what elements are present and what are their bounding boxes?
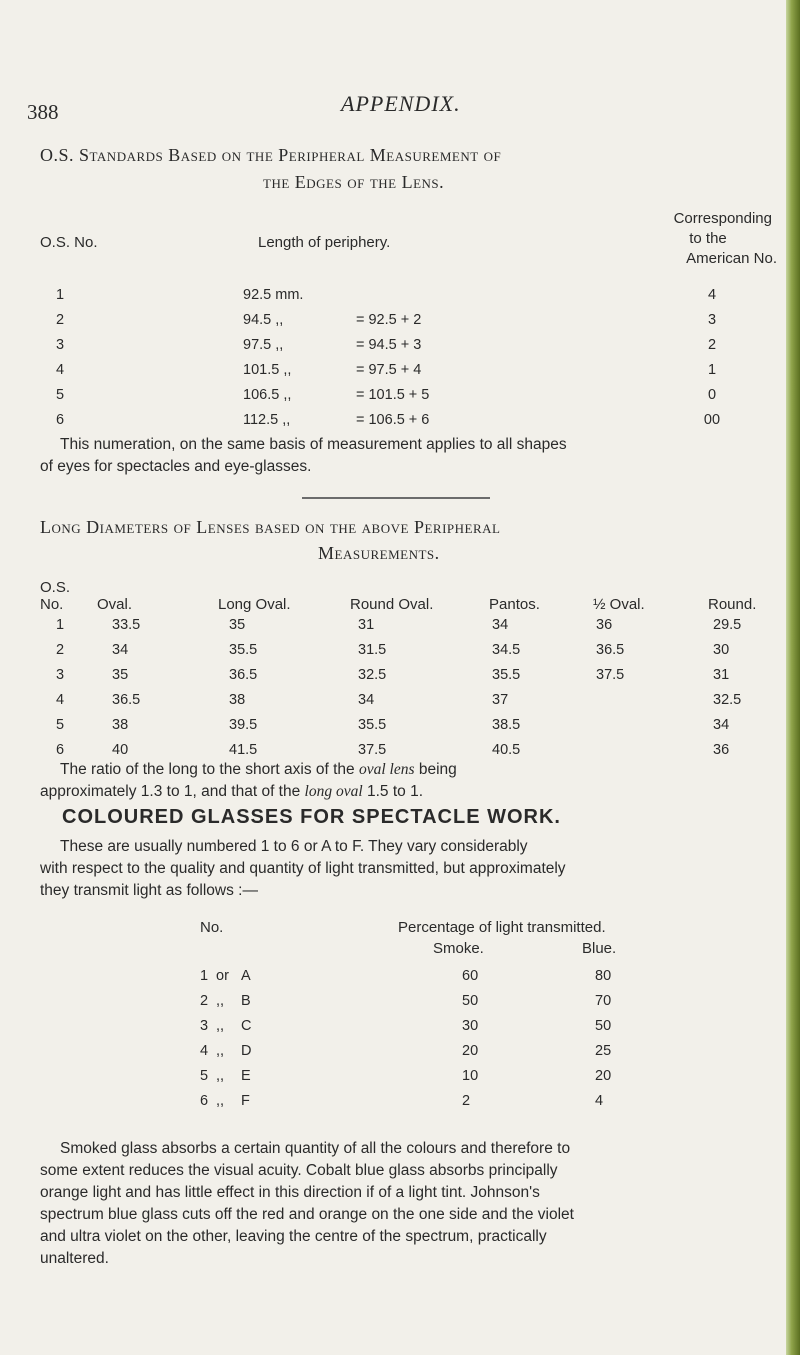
s3-paragraph-line: Smoked glass absorbs a certain quantity of all the colours and therefore to [60, 1140, 571, 1157]
s3-smoke-cell: 2 [462, 1093, 471, 1109]
s1-header-corr-1: Corresponding [673, 210, 772, 227]
s2-no-cell: 4 [56, 692, 65, 708]
s2-header-pantos: Pantos. [489, 596, 540, 613]
s3-no-cell: 6 [200, 1093, 209, 1109]
s1-length: 92.5 mm. [243, 287, 304, 303]
s2-oval-cell: 34 [112, 642, 129, 658]
s3-paragraph-line: some extent reduces the visual acuity. Cobalt blue glass absorbs principally [40, 1162, 558, 1179]
s2-round-oval-cell: 37.5 [358, 742, 387, 758]
s2-pantos-cell: 35.5 [492, 667, 521, 683]
s3-sep-cell: ,, [216, 1068, 225, 1084]
s2-round-cell: 30 [713, 642, 730, 658]
s1-length: 97.5 ,, [243, 337, 284, 353]
s2-header-os-1: O.S. [40, 579, 71, 596]
s2-oval-cell: 36.5 [112, 692, 141, 708]
s3-smoke-cell: 20 [462, 1043, 479, 1059]
s3-sep-cell: ,, [216, 1018, 225, 1034]
s2-no-cell: 3 [56, 667, 65, 683]
page-edge-stain [786, 0, 800, 1355]
s2-long-oval-cell: 39.5 [229, 717, 258, 733]
s2-long-oval-cell: 35.5 [229, 642, 258, 658]
s1-no: 3 [56, 337, 65, 353]
s1-no: 4 [56, 362, 65, 378]
s1-calc: = 106.5 + 6 [356, 412, 430, 428]
s1-calc: = 101.5 + 5 [356, 387, 430, 403]
section2-title-line1: Long Diameters of Lenses based on the above Peripheral [40, 517, 501, 537]
s2-pantos-cell: 34 [492, 617, 509, 633]
s2-oval-cell: 40 [112, 742, 129, 758]
s2-oval-cell: 33.5 [112, 617, 141, 633]
s3-letter-cell: A [241, 968, 251, 984]
s3-no-cell: 2 [200, 993, 209, 1009]
s3-smoke-cell: 30 [462, 1018, 479, 1034]
s1-no: 5 [56, 387, 65, 403]
s1-note-line2: of eyes for spectacles and eye-glasses. [40, 458, 312, 475]
s2-round-cell: 29.5 [713, 617, 742, 633]
s3-smoke-cell: 10 [462, 1068, 479, 1084]
s2-half-oval-cell: 37.5 [596, 667, 625, 683]
s2-note-text: The ratio of the long to the short axis of the [60, 761, 355, 778]
s2-no-cell: 6 [56, 742, 65, 758]
s1-american: 2 [707, 337, 717, 353]
s1-no: 1 [56, 287, 65, 303]
s3-intro-line3: they transmit light as follows :— [40, 882, 258, 899]
s1-note-line1: This numeration, on the same basis of measurement applies to all shapes [60, 436, 567, 453]
s3-no-cell: 4 [200, 1043, 209, 1059]
s1-length: 106.5 ,, [243, 387, 292, 403]
s3-letter-cell: D [241, 1043, 252, 1059]
s2-note-text: approximately 1.3 to 1, and that of the [40, 783, 301, 800]
s3-blue-cell: 25 [595, 1043, 612, 1059]
s1-no: 6 [56, 412, 65, 428]
s2-round-cell: 31 [713, 667, 730, 683]
s3-header-blue: Blue. [582, 940, 617, 957]
s2-pantos-cell: 38.5 [492, 717, 521, 733]
s2-no-cell: 1 [56, 617, 65, 633]
s2-note-line1 [60, 761, 457, 779]
s1-american: 4 [707, 287, 717, 303]
s2-header-round: Round. [708, 596, 757, 613]
s3-letter-cell: C [241, 1018, 252, 1034]
section1-title-line1: O.S. Standards Based on the Peripheral Measurement of [40, 145, 502, 165]
s3-sep-cell: ,, [216, 993, 225, 1009]
s1-length: 112.5 ,, [243, 412, 291, 428]
s3-letter-cell: B [241, 993, 251, 1009]
s1-american: 00 [703, 412, 721, 428]
section3-title: COLOURED GLASSES FOR SPECTACLE WORK. [62, 806, 561, 828]
s3-sep-cell: or [216, 968, 229, 984]
s3-intro-line1: These are usually numbered 1 to 6 or A to F. They vary considerably [60, 838, 528, 855]
s2-header-long-oval: Long Oval. [218, 596, 291, 613]
s3-no-cell: 1 [200, 968, 209, 984]
s2-round-oval-cell: 32.5 [358, 667, 387, 683]
s2-round-oval-cell: 31 [358, 617, 375, 633]
s2-note-text: 1.5 to 1. [366, 783, 423, 800]
s1-american: 1 [707, 362, 717, 378]
s3-intro-line2: with respect to the quality and quantity of light transmitted, but approximately [40, 860, 566, 877]
s3-sep-cell: ,, [216, 1093, 225, 1109]
s2-round-cell: 32.5 [713, 692, 742, 708]
s2-pantos-cell: 34.5 [492, 642, 521, 658]
s2-oval-cell: 38 [112, 717, 129, 733]
s1-calc: = 92.5 + 2 [356, 312, 422, 328]
s2-long-oval-cell: 38 [229, 692, 246, 708]
s3-blue-cell: 80 [595, 968, 612, 984]
s3-blue-cell: 50 [595, 1018, 612, 1034]
s1-length: 101.5 ,, [243, 362, 292, 378]
s3-no-cell: 3 [200, 1018, 209, 1034]
s1-calc: = 97.5 + 4 [356, 362, 422, 378]
s3-smoke-cell: 50 [462, 993, 479, 1009]
page-number: 388 [27, 100, 59, 124]
s3-header-smoke: Smoke. [433, 940, 484, 957]
s3-header-no: No. [200, 919, 224, 936]
s3-no-cell: 5 [200, 1068, 209, 1084]
s1-american: 3 [707, 312, 717, 328]
s1-header-corr-2: to the [689, 230, 727, 247]
s2-header-round-oval: Round Oval. [350, 596, 434, 613]
s2-round-cell: 36 [713, 742, 730, 758]
running-head: APPENDIX. [341, 91, 461, 116]
s2-oval-cell: 35 [112, 667, 129, 683]
s2-long-oval-cell: 36.5 [229, 667, 258, 683]
s2-half-oval-cell: 36.5 [596, 642, 625, 658]
s2-half-oval-cell: 36 [596, 617, 613, 633]
s2-round-oval-cell: 35.5 [358, 717, 387, 733]
s2-note-emphasis: oval lens [359, 761, 415, 778]
s3-letter-cell: F [241, 1093, 250, 1109]
s3-paragraph-line: and ultra violet on the other, leaving the centre of the spectrum, practically [40, 1228, 547, 1245]
section-divider [302, 497, 490, 499]
s1-header-length: Length of periphery. [258, 234, 391, 251]
s2-round-cell: 34 [713, 717, 730, 733]
s2-no-cell: 2 [56, 642, 65, 658]
s3-paragraph-line: orange light and has little effect in this direction if of a light tint. Johnson's [40, 1184, 540, 1201]
s1-length: 94.5 ,, [243, 312, 284, 328]
s3-blue-cell: 70 [595, 993, 612, 1009]
s2-header-oval: Oval. [97, 596, 133, 613]
s1-header-no: O.S. No. [40, 234, 98, 251]
s2-pantos-cell: 40.5 [492, 742, 521, 758]
s1-header-corr-3: American No. [686, 250, 777, 267]
s2-header-half-oval: ½ Oval. [593, 596, 645, 613]
s2-pantos-cell: 37 [492, 692, 509, 708]
s2-note-line2 [40, 783, 423, 801]
s2-round-oval-cell: 31.5 [358, 642, 387, 658]
s2-note-text: being [418, 761, 457, 778]
s1-no: 2 [56, 312, 65, 328]
s3-blue-cell: 20 [595, 1068, 612, 1084]
s3-paragraph-line: unaltered. [40, 1250, 109, 1267]
s2-no-cell: 5 [56, 717, 65, 733]
s2-long-oval-cell: 35 [229, 617, 246, 633]
section2-title-line2: Measurements. [318, 543, 440, 563]
section1-title-line2: the Edges of the Lens. [263, 172, 445, 192]
s3-smoke-cell: 60 [462, 968, 479, 984]
s2-header-os-2: No. [40, 596, 64, 613]
s3-header-pct: Percentage of light transmitted. [398, 919, 606, 936]
s2-long-oval-cell: 41.5 [229, 742, 258, 758]
s3-blue-cell: 4 [595, 1093, 604, 1109]
s1-american: 0 [707, 387, 717, 403]
s2-round-oval-cell: 34 [358, 692, 375, 708]
s3-letter-cell: E [241, 1068, 251, 1084]
s1-calc: = 94.5 + 3 [356, 337, 422, 353]
s3-sep-cell: ,, [216, 1043, 225, 1059]
s3-paragraph-line: spectrum blue glass cuts off the red and orange on the one side and the violet [40, 1206, 574, 1223]
s2-note-emphasis: long oval [304, 783, 363, 800]
